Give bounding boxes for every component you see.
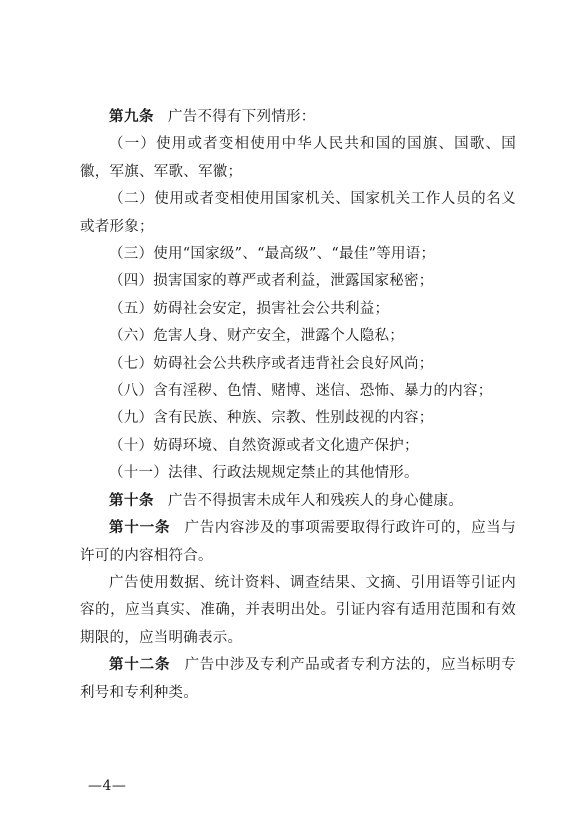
article-9-paragraph [80,104,516,131]
article-12-text: 广告中涉及专利产品或者专利方法的，应当标明专利号和专利种类。 [80,657,517,701]
article-11-paragraph [80,515,516,570]
article-9-item-8: （八）含有淫秽、色情、赌博、迷信、恐怖、暴力的内容； [109,383,493,400]
article-9-item-4: （四）损害国家的尊严或者利益，泄露国家秘密； [109,273,434,290]
article-9-item-11: （十一）法律、行政法规规定禁止的其他情形。 [109,465,419,482]
article-9-item-3: （三）使用“国家级”、“最高级”、“最佳”等用语； [109,246,436,263]
article-10-heading: 第十条 [109,492,154,509]
article-9-item-6: （六）危害人身、财产安全，泄露个人隐私； [109,328,404,345]
article-9-item-9: （九）含有民族、种族、宗教、性别歧视的内容； [109,410,434,427]
article-11-text: 广告内容涉及的事项需要取得行政许可的，应当与许可的内容相符合。 [80,520,517,564]
article-9-item-7: （七）妨碍社会公共秩序或者违背社会良好风尚； [109,355,434,372]
article-9-text: 广告不得有下列情形： [168,109,316,125]
article-12-heading: 第十二条 [109,657,171,674]
page-number: —4— [88,778,127,794]
article-9-item-2: （二）使用或者变相使用国家机关、国家机关工作人员的名义或者形象； [80,191,516,235]
article-10-text: 广告不得损害未成年人和残疾人的身心健康。 [168,492,463,509]
article-9-item-5: （五）妨碍社会安定，损害社会公共利益； [109,300,390,317]
article-9-item-1: （一）使用或者变相使用中华人民共和国的国旗、国歌、国徽，军旗、军歌、军徽； [80,136,516,180]
article-11-paragraph-2: 广告使用数据、统计资料、调查结果、文摘、引用语等引证内容的，应当真实、准确，并表明出处。引证内容有适用范围和有效期限的，应当明确表示。 [80,574,516,646]
document-body [80,104,516,707]
article-10-paragraph [80,488,516,515]
article-9-heading: 第九条 [109,109,154,125]
article-11-heading: 第十一条 [109,520,171,537]
article-12-paragraph [80,652,516,707]
article-9-item-10: （十）妨碍环境、自然资源或者文化遗产保护； [109,437,419,454]
